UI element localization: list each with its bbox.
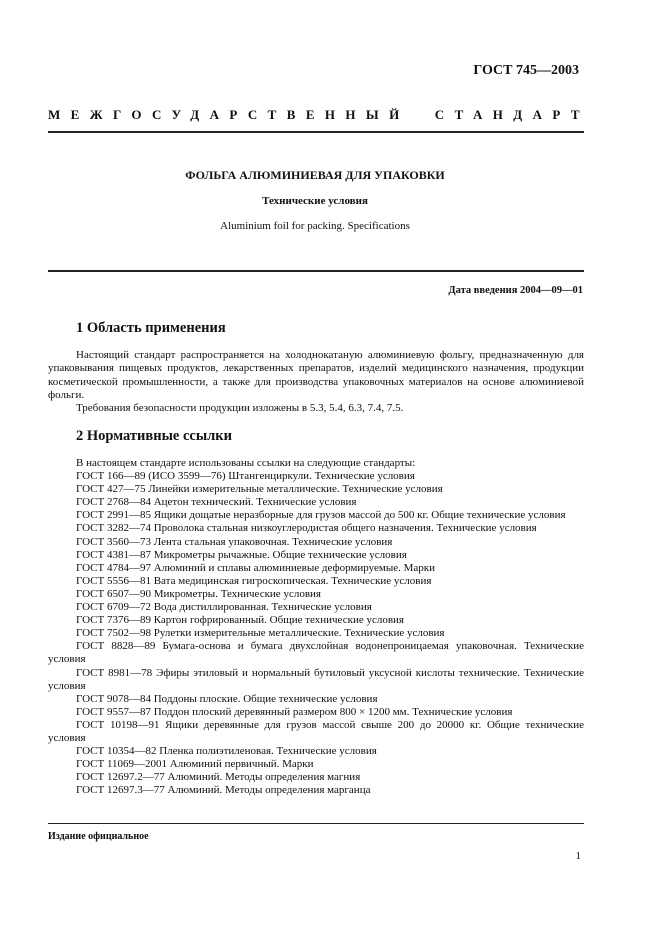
reference-item: ГОСТ 2991—85 Ящики дощатые неразборные для грузов массой до 500 кг. Общие технические условия xyxy=(76,509,566,522)
section-2-heading: 2 Нормативные ссылки xyxy=(76,428,232,444)
reference-item: ГОСТ 10198—91 Ящики деревянные для грузов массой свыше 200 до 20000 кг. Общие технические условия xyxy=(48,718,584,744)
page-number: 1 xyxy=(575,850,581,862)
reference-item: ГОСТ 3282—74 Проволока стальная низкоуглеродистая общего назначения. Технические условия xyxy=(76,522,537,535)
reference-item: ГОСТ 5556—81 Вата медицинская гигроскопическая. Технические условия xyxy=(76,574,432,587)
references-intro: В настоящем стандарте использованы ссылки на следующие стандарты: xyxy=(76,457,416,469)
category-word-standard: СТАНДАРТ xyxy=(434,107,590,122)
document-title: ФОЛЬГА АЛЮМИНИЕВАЯ ДЛЯ УПАКОВКИ xyxy=(185,168,445,182)
document-english-title: Aluminium foil for packing. Specifications xyxy=(220,220,410,232)
reference-item: ГОСТ 8981—78 Эфиры этиловый и нормальный бутиловый уксусной кислоты технические. Технические условия xyxy=(48,666,584,692)
reference-item: ГОСТ 11069—2001 Алюминий первичный. Марки xyxy=(76,758,314,771)
introduction-date: Дата введения 2004—09—01 xyxy=(448,285,583,296)
reference-item: ГОСТ 3560—73 Лента стальная упаковочная. Технические условия xyxy=(76,535,393,548)
normative-references-list xyxy=(48,457,584,797)
standard-category xyxy=(48,107,590,123)
reference-item: ГОСТ 2768—84 Ацетон технический. Технические условия xyxy=(76,496,357,509)
reference-item: ГОСТ 10354—82 Пленка полиэтиленовая. Технические условия xyxy=(76,745,377,758)
reference-item: ГОСТ 12697.2—77 Алюминий. Методы определения магния xyxy=(76,771,361,784)
title-rule xyxy=(48,270,584,272)
reference-item: ГОСТ 6709—72 Вода дистиллированная. Технические условия xyxy=(76,601,372,614)
section-1-body xyxy=(48,349,584,415)
reference-item: ГОСТ 427—75 Линейки измерительные металлические. Технические условия xyxy=(76,483,443,496)
document-subtitle: Технические условия xyxy=(262,195,368,207)
category-word-interstate: МЕЖГОСУДАРСТВЕННЫЙ xyxy=(48,107,410,122)
reference-item: ГОСТ 9078—84 Поддоны плоские. Общие технические условия xyxy=(76,692,378,705)
reference-item: ГОСТ 166—89 (ИСО 3599—76) Штангенциркули. Технические условия xyxy=(76,470,415,483)
reference-item: ГОСТ 12697.3—77 Алюминий. Методы определения марганца xyxy=(76,784,371,797)
header-rule xyxy=(48,131,584,133)
reference-item: ГОСТ 4381—87 Микрометры рычажные. Общие технические условия xyxy=(76,548,407,561)
official-edition-note: Издание официальное xyxy=(48,831,149,842)
reference-item: ГОСТ 8828—89 Бумага-основа и бумага двухслойная водонепроницаемая упаковочная. Технические условия xyxy=(48,640,584,666)
reference-item: ГОСТ 6507—90 Микрометры. Технические условия xyxy=(76,587,321,600)
reference-item: ГОСТ 7502—98 Рулетки измерительные металлические. Технические условия xyxy=(76,627,445,640)
section-1-paragraph-scope: Настоящий стандарт распространяется на холоднокатаную алюминиевую фольгу, предназначенную для упаковывания пищевых продуктов, лекарственных препаратов, изделий медицинского назначения, продукции косметической промышленности, а также для производства упаковочных материалов на основе алюминиевой фольги. xyxy=(48,349,584,401)
reference-item: ГОСТ 7376—89 Картон гофрированный. Общие технические условия xyxy=(76,614,404,627)
reference-item: ГОСТ 9557—87 Поддон плоский деревянный размером 800 × 1200 мм. Технические условия xyxy=(76,705,513,718)
section-1-paragraph-safety: Требования безопасности продукции изложены в 5.3, 5.4, 6.3, 7.4, 7.5. xyxy=(76,402,404,415)
footer-rule xyxy=(48,823,584,824)
section-1-heading: 1 Область применения xyxy=(76,320,226,336)
document-code: ГОСТ 745—2003 xyxy=(473,63,579,78)
reference-item: ГОСТ 4784—97 Алюминий и сплавы алюминиевые деформируемые. Марки xyxy=(76,561,435,574)
